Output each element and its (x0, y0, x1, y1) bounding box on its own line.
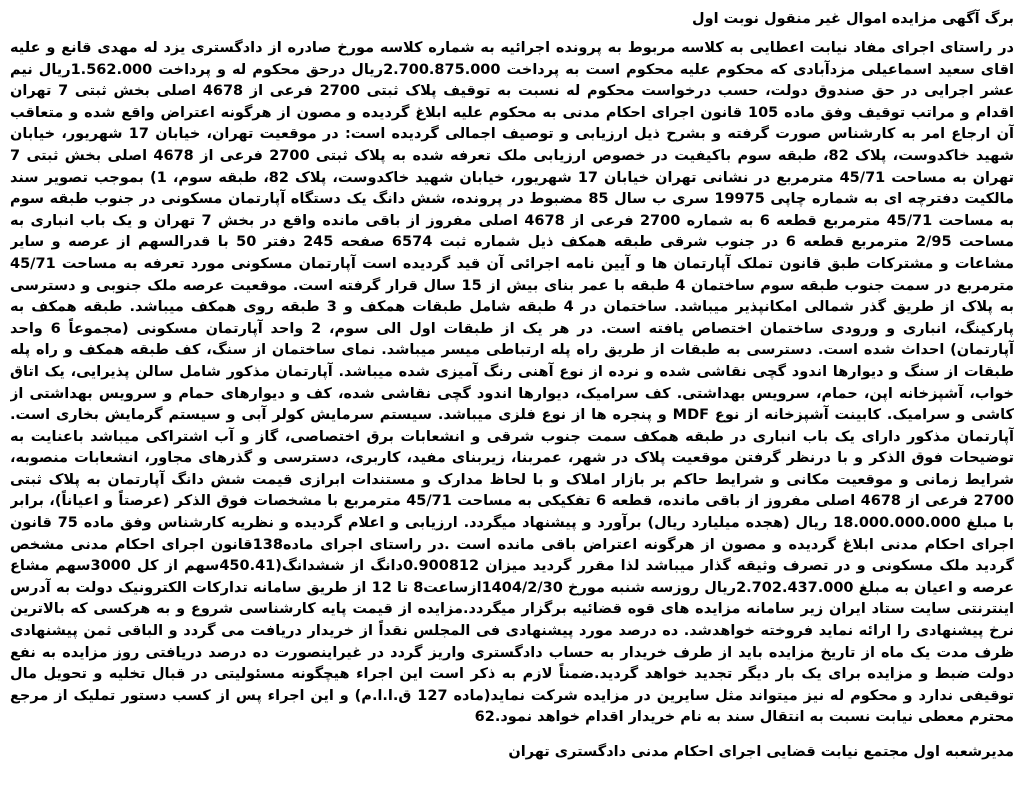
notice-signature: مدیرشعبه اول مجتمع نیابت قضایی اجرای احکام مدنی دادگستری تهران (508, 744, 1014, 760)
notice-page (10, 8, 1014, 804)
notice-title: برگ آگهی مزایده اموال غیر منقول نوبت اول (692, 11, 1014, 27)
notice-body: در راستای اجرای مفاد نیابت اعطایی به کلاسه مربوط به پرونده اجرائیه به شماره کلاسه مورخ صادره از دادگستری یزد له مهدی قانع و علیه اقای سعید اسماعیلی مزدآبادی که محکوم علیه محکوم است به پرداخت 2.700.875.000ریال درحق محکوم له و پرداخت 1.562.000ریال نیم عشر اجرایی در حق صندوق دولت، حسب درخواست محکوم له نسبت به توقیف پلاک ثبتی 2700 فرعی از 4678 اصلی بخش ثبتی 7 تهران اقدام و مراتب توقیف وفق ماده 105 قانون اجرای احکام مدنی به محکوم علیه ابلاغ گردیده و مصون از هرگونه اعتراض واقع شده و متعاقب آن ارجاع امر به کارشناس صورت گرفته و بشرح ذیل ارزیابی و توصیف اجمالی گردیده است: در موقعیت تهران، خیابان 17 شهریور، خیابان شهید خاکدوست، پلاک 82، طبقه سوم باکیفیت در خصوص ارزیابی ملک تعرفه شده به پلاک ثبتی 2700 فرعی از 4678 اصلی بخش ثبتی 7 تهران به مساحت 45/71 مترمربع در نشانی تهران خیابان 17 شهریور، خیابان شهید خاکدوست، پلاک 82، طبقه سوم، 1) بموجب تصویر سند مالکیت دفترچه ای به شماره چاپی 19975 سری ب سال 85 مضبوط در پرونده، شش دانگ یک دستگاه آپارتمان مسکونی در جنوب طبقه سوم به مساحت 45/71 مترمربع قطعه 6 به شماره 2700 فرعی از 4678 اصلی مفروز از باقی مانده واقع در بخش 7 تهران و یک باب انباری به مساحت 2/95 مترمربع قطعه 6 در جنوب شرقی طبقه همکف ذیل شماره ثبت 6574 صفحه 245 دفتر 50 با قدرالسهم از عرصه و سایر مشاعات و مشترکات طبق قانون تملک آپارتمان ها و آیین نامه اجرائی آن قید گردیده است آپارتمان مسکونی مورد تعرفه به مساحت 45/71 مترمربع در سمت جنوب طبقه سوم ساختمان 4 طبقه با عمر بنای بیش از 15 سال قرار گرفته است. موقعیت عرصه ملک جنوبی و دسترسی به پلاک از طریق گذر شمالی امکانپذیر میباشد. ساختمان در 4 طبقه شامل طبقات همکف و 3 طبقه روی همکف میباشد. طبقه همکف به پارکینگ، انباری و ورودی ساختمان اختصاص یافته است. در هر یک از طبقات اول الی سوم، 2 واحد آپارتمان مسکونی (مجموعاً 6 واحد آپارتمان) احداث شده است. دسترسی به طبقات از طریق راه پله ارتباطی میسر میباشد. نمای ساختمان از سنگ، کف طبقه همکف و راه پله طبقات از سنگ و دیوارها اندود گچی نقاشی شده و نرده از نوع آهنی رنگ آمیزی شده میباشد. آپارتمان مذکور شامل سالن پذیرایی، یک اتاق خواب، آشپزخانه اپن، حمام، سرویس بهداشتی. کف سرامیک، دیوارها اندود گچی نقاشی شده، کف و دیوارهای حمام و سرویس بهداشتی از کاشی و سرامیک. کابینت آشپزخانه از نوع MDF و پنجره ها از نوع فلزی میباشد. سیستم سرمایش کولر آبی و سیستم گرمایش بخاری است. آپارتمان مذکور دارای یک باب انباری در طبقه همکف سمت جنوب شرقی و انشعابات برق اختصاصی، گاز و آب اشتراکی میباشد باعنایت به توضیحات فوق الذکر و با درنظر گرفتن موقعیت پلاک در شهر، عمربنا، زیربنای مفید، کاربری، دسترسی و گذرهای مجاور، انشعابات منصوبه، شرایط زمانی و موقعیت مکانی و شرایط حاکم بر بازار املاک و با لحاظ مدارک و مستندات ابرازی قیمت شش دانگ آپارتمان به پلاک ثبتی 2700 فرعی از 4678 اصلی مفروز از باقی مانده، قطعه 6 تفکیکی به مساحت 45/71 مترمربع با مشخصات فوق الذکر (عرصتاً و اعیاناً)، برابر با مبلغ 18.000.000.000 ریال (هجده میلیارد ریال) برآورد و پیشنهاد میگردد. ارزیابی و اعلام گردیده و نظریه کارشناس وفق ماده 75 قانون اجرای احکام مدنی ابلاغ گردیده و مصون از هرگونه اعتراض باقی مانده است .در راستای اجرای ماده138قانون اجرای احکام مدنی مشخص گردید ملک مسکونی و در تصرف وثیقه گذار میباشد لذا مقرر گردید میزان 0.900812دانگ از ششدانگ(450.41سهم از کل 3000سهم مشاع عرصه و اعیان به مبلغ 2.702.437.000ریال روزسه شنبه مورخ 1404/2/30ازساعت8 تا 12 از طریق سامانه تدارکات الکترونیک دولت به آدرس اینترنتی سایت ستاد ایران زیر سامانه مزایده های قوه قضائیه برگزار میگردد.مزایده از قیمت پایه کارشناسی شروع و به هرکسی که بالاترین نرخ پیشنهادی را ارائه نماید فروخته خواهدشد. ده درصد مورد پیشنهادی فی المجلس نقداً از خریدار دریافت می گردد و الباقی ثمن پیشنهادی ظرف مدت یک ماه از تاریخ مزایده باید از طرف خریدار به حساب دادگستری واریز گردد در غیراینصورت ده درصد دریافتی روز مزایده به نفع دولت ضبط و مزایده برای یک بار دیگر تجدید خواهد گردید.ضمناً لازم به ذکر است این اجراء هیچگونه مسئولیتی در قبال تخلیه و تحویل مال توقیفی ندارد و محکوم له نیز میتواند مثل سایرین در مزایده شرکت نماید(ماده 127 ق.ا.ا.م) و این اجراء پس از کسب دستور تملیک از مرجع محترم معطی نیابت نسبت به انتقال سند به نام خریدار اقدام خواهد نمود.62 (10, 40, 1014, 726)
